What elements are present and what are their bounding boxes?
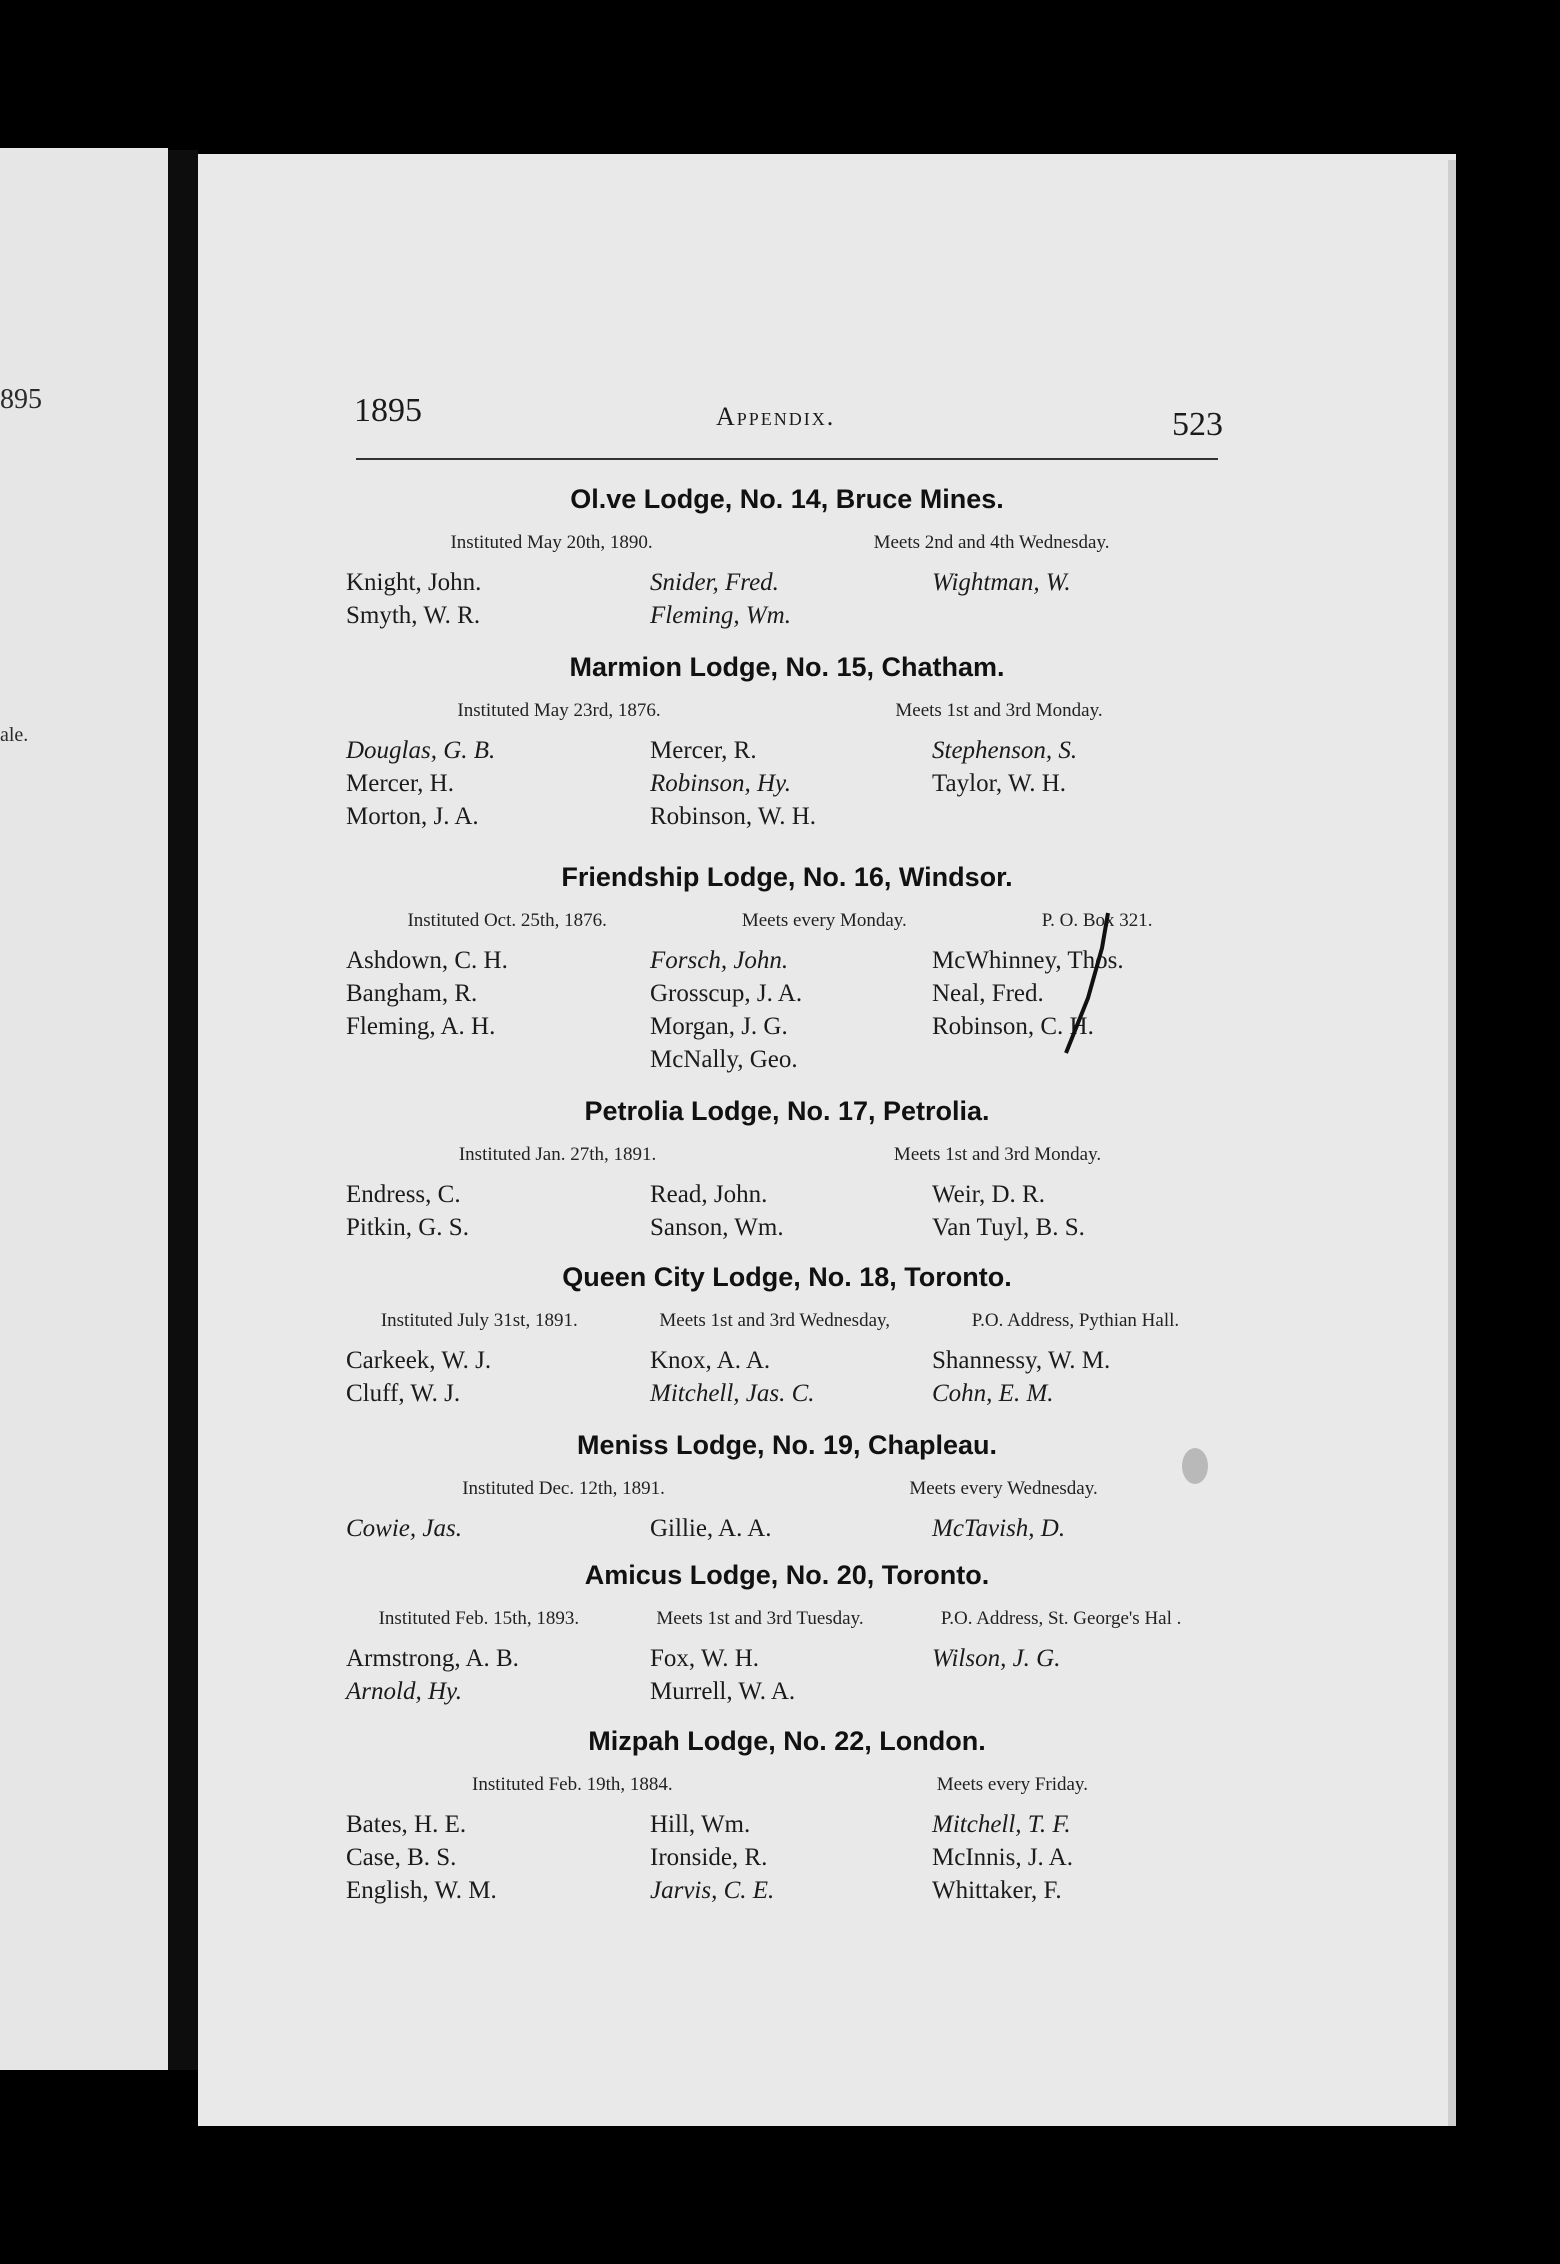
member-name: Ironside, R. [650,1844,768,1871]
member-name: McNally, Geo. [650,1046,798,1073]
lodge-info [340,1310,1220,1332]
lodge-info [340,532,1220,554]
lodge-info-item: Meets every Wednesday. [909,1478,1098,1499]
lodge-title: Meniss Lodge, No. 19, Chapleau. [576,1430,998,1460]
member-name: Neal, Fred. [932,980,1044,1007]
member-name: Knox, A. A. [650,1347,771,1374]
member-name: Knight, John. [346,569,482,596]
lodge-info-item: P. O. Box 321. [1041,910,1153,931]
member-name: Mitchell, T. F. [932,1811,1071,1838]
member-column [346,944,508,1043]
member-name: Cluff, W. J. [346,1380,461,1407]
lodge-info [340,1608,1220,1630]
member-column [650,944,802,1076]
member-name: Stephenson, S. [932,737,1078,764]
member-column [932,1808,1073,1907]
header-title: Appendix. [716,402,836,431]
member-column [650,1178,784,1244]
member-column [346,1344,491,1410]
member-name: Morton, J. A. [346,803,479,830]
lodge-title: Petrolia Lodge, No. 17, Petrolia. [584,1096,990,1126]
member-name: Mercer, H. [346,770,454,797]
lodge-info-item: Meets 1st and 3rd Tuesday. [656,1608,864,1629]
member-name: Carkeek, W. J. [346,1347,492,1374]
member-name: Pitkin, G. S. [346,1214,469,1241]
member-name: Taylor, W. H. [932,770,1067,797]
member-name: Robinson, C. H. [932,1013,1094,1040]
member-name: McInnis, J. A. [932,1844,1073,1871]
page-header [0,392,1560,462]
lodge-info-item: Meets 1st and 3rd Monday. [893,1144,1102,1165]
member-name: Case, B. S. [346,1844,457,1871]
member-name: English, W. M. [346,1877,497,1904]
lodge-title: Mizpah Lodge, No. 22, London. [588,1726,986,1756]
member-column [650,734,816,833]
lodge-info-item: Meets 1st and 3rd Monday. [895,700,1103,721]
lodge-info [340,1478,1220,1500]
member-name: Bates, H. E. [346,1811,467,1838]
member-column [932,1344,1110,1410]
member-name: Read, John. [650,1181,768,1208]
member-name: Ashdown, C. H. [346,947,508,974]
member-column [932,734,1077,800]
lodge-title: Amicus Lodge, No. 20, Toronto. [584,1560,990,1590]
member-name: Whittaker, F. [932,1877,1062,1904]
member-name: Endress, C. [346,1181,461,1208]
lodge-title: Ol.ve Lodge, No. 14, Bruce Mines. [570,484,1004,514]
member-name: Cohn, E. M. [932,1380,1054,1407]
member-name: Shannessy, W. M. [932,1347,1111,1374]
member-name: Wightman, W. [932,569,1071,596]
member-name: Robinson, Hy. [650,770,791,797]
member-name: Sanson, Wm. [650,1214,784,1241]
member-name: Mitchell, Jas. C. [650,1380,815,1407]
lodge-info-item: Meets every Monday. [741,910,907,931]
member-name: Gillie, A. A. [650,1515,772,1542]
lodge-info-item: Meets 1st and 3rd Wednesday, [659,1310,891,1331]
lodge-info-item: Meets every Friday. [936,1774,1088,1795]
lodge-info-item: Instituted Oct. 25th, 1876. [407,910,607,931]
left-page-year-fragment: 895 [0,384,42,415]
member-column [650,1344,815,1410]
member-name: Cowie, Jas. [346,1515,462,1542]
member-name: Wilson, J. G. [932,1645,1061,1672]
member-column [932,566,1071,599]
member-column [650,566,791,632]
member-column [346,1808,497,1907]
member-column [932,1178,1085,1244]
member-name: Douglas, G. B. [346,737,496,764]
member-name: Mercer, R. [650,737,757,764]
member-column [932,1642,1060,1675]
lodge-info-item: Meets 2nd and 4th Wednesday. [873,532,1110,553]
member-name: Bangham, R. [346,980,478,1007]
lodge-info-item: Instituted Dec. 12th, 1891. [462,1478,665,1499]
member-column [650,1808,774,1907]
member-name: Grosscup, J. A. [650,980,803,1007]
lodge-info [340,1774,1220,1796]
member-name: Fleming, Wm. [650,602,791,629]
page-number: 523 [1172,406,1223,443]
lodge-info-item: Instituted May 20th, 1890. [450,532,653,553]
lodge-info [340,700,1220,722]
lodge-info-item: Instituted Feb. 15th, 1893. [378,1608,580,1629]
lodge-info-item: P.O. Address, Pythian Hall. [971,1310,1180,1331]
member-name: Snider, Fred. [650,569,779,596]
member-name: Jarvis, C. E. [650,1877,775,1904]
member-name: Fox, W. H. [650,1645,760,1672]
header-rule [356,458,1218,460]
lodge-title: Queen City Lodge, No. 18, Toronto. [562,1262,1012,1292]
member-column [346,1642,519,1708]
member-name: Morgan, J. G. [650,1013,788,1040]
lodge-title: Marmion Lodge, No. 15, Chatham. [569,652,1005,682]
lodge-info [340,1144,1220,1166]
member-name: Fleming, A. H. [346,1013,496,1040]
lodge-info-item: Instituted Jan. 27th, 1891. [458,1144,657,1165]
lodge-info-item: P.O. Address, St. George's Hal . [940,1608,1182,1629]
member-column [932,1512,1065,1545]
member-column [650,1512,772,1545]
lodge-info-item: Instituted July 31st, 1891. [380,1310,578,1331]
member-name: Hill, Wm. [650,1811,751,1838]
member-column [346,566,481,632]
member-name: Forsch, John. [650,947,789,974]
member-name: Van Tuyl, B. S. [932,1214,1085,1241]
left-page-word-fragment: ale. [0,724,29,746]
member-name: Arnold, Hy. [346,1678,462,1705]
member-column [346,1512,462,1545]
header-year: 1895 [354,392,422,429]
lodge-info-item: Instituted Feb. 19th, 1884. [472,1774,673,1795]
lodge-title: Friendship Lodge, No. 16, Windsor. [561,862,1013,892]
lodge-info-item: Instituted May 23rd, 1876. [457,700,661,721]
member-column [346,734,495,833]
member-name: McTavish, D. [932,1515,1066,1542]
member-name: Weir, D. R. [932,1181,1045,1208]
pen-mark [1058,908,1118,1058]
member-name: Robinson, W. H. [650,803,817,830]
member-column [346,1178,469,1244]
ink-smudge [1182,1448,1208,1484]
member-column [650,1642,795,1708]
member-name: McWhinney, Thos. [932,947,1124,974]
member-name: Murrell, W. A. [650,1678,796,1705]
member-name: Armstrong, A. B. [346,1645,519,1672]
member-name: Smyth, W. R. [346,602,481,629]
